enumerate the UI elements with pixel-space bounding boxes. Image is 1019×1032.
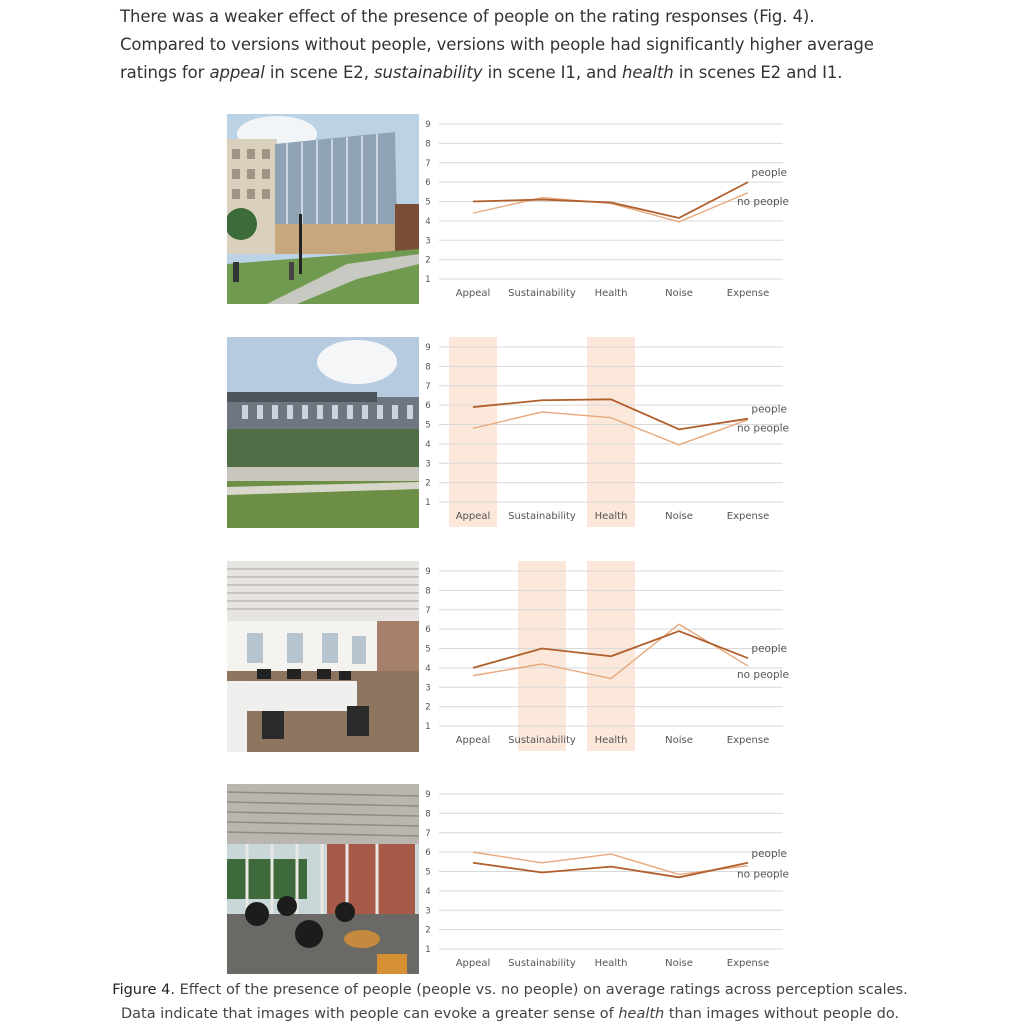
legend-label-no-people: no people: [736, 868, 789, 881]
series-line-people: [473, 182, 748, 218]
line-chart-svg: [419, 337, 791, 527]
y-tick-label: 9: [425, 567, 431, 577]
x-tick-label-expense: Expense: [726, 288, 770, 299]
line-chart-svg: [419, 114, 791, 304]
x-tick-label-expense: Expense: [726, 958, 770, 969]
caption-text: Data indicate that images with people can evoke a greater sense of: [120, 1006, 619, 1022]
y-tick-label: 6: [425, 401, 431, 412]
x-tick-label-health: Health: [594, 735, 628, 746]
y-tick-label: 8: [425, 139, 431, 150]
paragraph-text: There was a weaker effect of the presence of people on the rating responses (Fig. 4). Compared to versions without people, versions with people had significantly higher average ratings for: [120, 7, 874, 82]
y-tick-label: 4: [425, 216, 431, 227]
y-tick-label: 3: [425, 906, 431, 917]
line-chart-svg: [419, 561, 791, 751]
y-tick-label: 5: [425, 644, 431, 655]
legend-label-people: people: [751, 403, 787, 416]
y-tick-label: 4: [425, 663, 431, 674]
x-tick-label-appeal: Appeal: [455, 735, 491, 746]
highlight-band-sustainability: [518, 561, 566, 751]
y-tick-label: 3: [425, 683, 431, 694]
y-tick-label: 6: [425, 848, 431, 859]
scene-photo-3: [227, 561, 419, 752]
y-tick-label: 2: [425, 478, 431, 489]
x-tick-label-noise: Noise: [665, 288, 693, 299]
y-tick-label: 3: [425, 236, 431, 247]
rating-chart-4: [419, 784, 791, 974]
emph-sustainability: sustainability: [374, 63, 483, 82]
paragraph-text: in scenes E2 and I1.: [673, 63, 843, 82]
line-chart-svg: [419, 784, 791, 974]
exterior-long-building-lawn-photo: [227, 337, 419, 528]
y-tick-label: 4: [425, 439, 431, 450]
y-tick-label: 8: [425, 809, 431, 820]
legend-label-no-people: no people: [736, 668, 789, 681]
x-tick-label-appeal: Appeal: [455, 958, 491, 969]
rating-chart-3: [419, 561, 791, 751]
interior-open-office-photo: [227, 561, 419, 752]
y-tick-label: 1: [425, 498, 431, 508]
x-tick-label-noise: Noise: [665, 511, 693, 522]
exterior-glass-building-photo: [227, 114, 419, 304]
scene-photo-1: [227, 114, 419, 304]
y-tick-label: 7: [425, 828, 431, 839]
highlight-band-health: [587, 337, 635, 527]
legend-label-people: people: [751, 167, 787, 180]
rating-chart-1: [419, 114, 791, 304]
caption-text: Effect of the presence of people (people vs. no people) on average ratings across perception scales.: [175, 982, 908, 998]
body-paragraph: [120, 3, 900, 87]
x-tick-label-sustainability: Sustainability: [508, 958, 576, 969]
caption-text: than images without people do.: [664, 1006, 900, 1022]
rating-chart-2: [419, 337, 791, 527]
y-tick-label: 3: [425, 459, 431, 470]
y-tick-label: 5: [425, 197, 431, 208]
y-tick-label: 5: [425, 420, 431, 431]
highlight-band-appeal: [449, 337, 497, 527]
x-tick-label-health: Health: [594, 511, 628, 522]
legend-label-no-people: no people: [736, 195, 789, 208]
y-tick-label: 2: [425, 255, 431, 266]
series-line-people: [473, 863, 748, 878]
x-tick-label-health: Health: [594, 958, 628, 969]
x-tick-label-sustainability: Sustainability: [508, 511, 576, 522]
y-tick-label: 1: [425, 275, 431, 285]
y-tick-label: 9: [425, 120, 431, 130]
x-tick-label-sustainability: Sustainability: [508, 735, 576, 746]
figure-caption: [100, 978, 920, 1026]
y-tick-label: 2: [425, 702, 431, 713]
y-tick-label: 9: [425, 343, 431, 353]
paragraph-text: in scene E2,: [264, 63, 374, 82]
y-tick-label: 1: [425, 945, 431, 955]
x-tick-label-noise: Noise: [665, 958, 693, 969]
y-tick-label: 1: [425, 722, 431, 732]
y-tick-label: 8: [425, 362, 431, 373]
y-tick-label: 4: [425, 886, 431, 897]
x-tick-label-expense: Expense: [726, 511, 770, 522]
y-tick-label: 6: [425, 625, 431, 636]
x-tick-label-noise: Noise: [665, 735, 693, 746]
emph-health: health: [622, 63, 674, 82]
legend-label-no-people: no people: [736, 422, 789, 435]
y-tick-label: 9: [425, 790, 431, 800]
legend-label-people: people: [751, 847, 787, 860]
x-tick-label-appeal: Appeal: [455, 288, 491, 299]
y-tick-label: 7: [425, 605, 431, 616]
emph-appeal: appeal: [209, 63, 265, 82]
scene-photo-4: [227, 784, 419, 974]
scene-photo-2: [227, 337, 419, 528]
y-tick-label: 6: [425, 178, 431, 189]
x-tick-label-appeal: Appeal: [455, 511, 491, 522]
paragraph-text: in scene I1, and: [482, 63, 622, 82]
x-tick-label-expense: Expense: [726, 735, 770, 746]
y-tick-label: 7: [425, 381, 431, 392]
series-line-no-people: [473, 193, 748, 222]
y-tick-label: 7: [425, 158, 431, 169]
interior-lounge-photo: [227, 784, 419, 974]
caption-emph-health: health: [618, 1006, 665, 1022]
y-tick-label: 8: [425, 586, 431, 597]
y-tick-label: 5: [425, 867, 431, 878]
x-tick-label-health: Health: [594, 288, 628, 299]
legend-label-people: people: [751, 643, 787, 656]
y-tick-label: 2: [425, 925, 431, 936]
caption-label: Figure 4.: [112, 982, 175, 998]
x-tick-label-sustainability: Sustainability: [508, 288, 576, 299]
